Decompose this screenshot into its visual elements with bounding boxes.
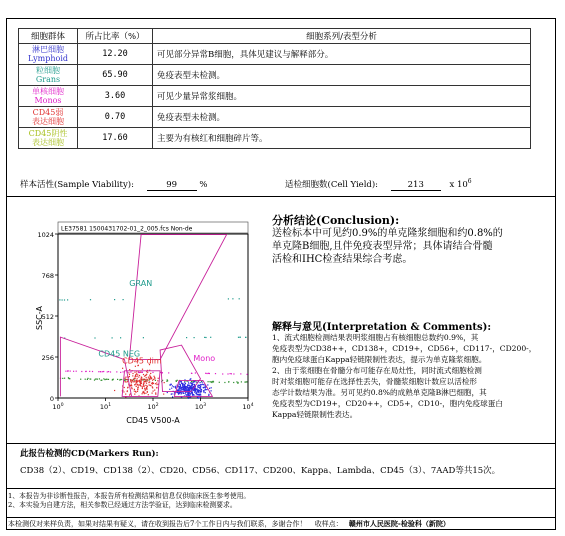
notes <box>8 492 250 510</box>
table-row <box>19 44 531 65</box>
y-tick-label: 256 <box>41 354 54 362</box>
y-axis-label: SSC-A <box>35 306 44 330</box>
percentage-value: 0.70 <box>78 107 153 128</box>
population-name: CD45阴性 <box>28 129 68 138</box>
percentage-value: 17.60 <box>78 128 153 149</box>
conclusion-line: 送检标本中可见约0.9%的单克隆浆细胞和约0.8%的 <box>272 228 503 239</box>
note-line: 1、本报告为非诊断性报告，本报告所有检测结果和信息仅供临床医生参考使用。 <box>8 492 251 500</box>
interpretation-line: 免疫表型为CD38++，CD138+，CD19+，CD56+，CD117-，CD200-， <box>272 344 537 353</box>
gate-label-gran: GRAN <box>129 278 153 288</box>
gate-label-ly: LY <box>191 388 200 398</box>
population-subname: 表达细胞 <box>32 138 64 147</box>
interpretation-title: 解释与意见(Interpretation & Comments): <box>272 322 492 333</box>
flow-plot-container <box>30 218 262 428</box>
section-divider <box>6 196 555 197</box>
interpretation-line: 1、流式细胞检测结果表明浆细胞占有核细胞总数约0.9%，其 <box>272 333 479 342</box>
conclusion-title: 分析结论(Conclusion): <box>272 214 400 227</box>
phenotype-description: 免疫表型未检测。 <box>153 65 531 86</box>
population-cell <box>19 44 78 65</box>
gate-label-cd45neg: CD45 NEG <box>98 349 141 359</box>
population-name: 粒细胞 <box>36 66 60 75</box>
population-cell <box>19 107 78 128</box>
markers-list: CD38（2）、CD19、CD138（2）、CD20、CD56、CD117、CD200、Kappa、Lambda、CD45（3）、7AAD等共15次。 <box>20 466 501 476</box>
footer-lab-name: 赣州市人民医院-检验科（新院） <box>348 519 450 528</box>
percentage-value: 65.90 <box>78 65 153 86</box>
population-name: 淋巴细胞 <box>32 45 64 54</box>
population-name: 单核细胞 <box>32 87 64 96</box>
footer-lab-label: 收样点： <box>314 520 343 528</box>
cell-yield-value: 213 <box>391 180 441 191</box>
viability-unit: % <box>199 180 208 190</box>
table-row <box>19 65 531 86</box>
x-tick-label: $10^3$ <box>194 403 207 411</box>
plot-area <box>58 234 248 398</box>
interpretation-line: 时对浆细胞可能存在选择性丢失，骨髓浆细胞计数应以活检形 <box>272 377 478 386</box>
note-line: 2、本实验为自建方法，相关参数已经通过方法学验证，达到临床检测要求。 <box>8 501 237 509</box>
conclusion-line: 活检和IHC检查结果综合考虑。 <box>272 254 413 265</box>
section-divider <box>6 443 555 444</box>
viability-value: 99 <box>147 180 197 191</box>
conclusion-body <box>272 227 552 266</box>
percentage-value: 3.60 <box>78 86 153 107</box>
x-tick-label: $10^2$ <box>147 403 159 411</box>
x-axis-label: CD45 V500-A <box>126 416 180 425</box>
gate-label-cd45dim: CD45 dim <box>122 356 162 366</box>
interpretation-line: 态学计数结果为准。另可见约0.8%的成熟单克隆B淋巴细胞，其 <box>272 388 487 397</box>
interpretation-line: 胞内免疫球蛋白Kappa轻链限制性表达，提示为单克隆浆细胞。 <box>272 355 487 364</box>
section-divider <box>6 517 555 518</box>
table-row <box>19 128 531 149</box>
phenotype-description: 免疫表型未检测。 <box>153 107 531 128</box>
phenotype-description: 可见部分异常B细胞，具体见建议与解释部分。 <box>153 44 531 65</box>
table-row <box>19 107 531 128</box>
plot-header: LE37581 1500431702-01_2_005.fcs Non-de <box>61 225 193 233</box>
footer-disclaimer: 本检测仅对来样负责，如果对结果有疑义，请在收到报告后7个工作日内与我们联系，多谢合作！ <box>8 520 307 528</box>
population-name: CD45弱 <box>32 108 64 117</box>
viability-label: 样本活性(Sample Viability): <box>20 180 134 190</box>
phenotype-description: 可见少量异常浆细胞。 <box>153 86 531 107</box>
y-tick-label: 768 <box>41 272 54 280</box>
cell-yield-line <box>285 178 472 191</box>
population-subname: Grans <box>35 75 61 84</box>
cell-yield-label: 适检细胞数(Cell Yield): <box>285 180 379 190</box>
y-tick-label: 1024 <box>37 231 54 239</box>
table-row <box>19 86 531 107</box>
phenotype-description: 主要为有核红和细胞碎片等。 <box>153 128 531 149</box>
cell-yield-exponent: 6 <box>467 178 472 186</box>
viability-line <box>20 178 207 191</box>
population-cell <box>19 86 78 107</box>
x-tick-label: $10^1$ <box>99 403 112 411</box>
population-subname: 表达细胞 <box>32 117 64 126</box>
x-tick-label: $10^4$ <box>242 403 254 411</box>
x-axis-ticks <box>52 398 253 411</box>
footer <box>8 519 450 529</box>
cell-population-table <box>18 28 531 149</box>
gate-label-mono: Mono <box>193 354 216 364</box>
population-cell <box>19 65 78 86</box>
interpretation-line: 2、由于浆细胞在骨髓分布可能存在局灶性，同时流式细胞检测 <box>272 366 482 375</box>
header-population: 细胞群体 <box>19 29 78 44</box>
y-tick-label: 0 <box>49 395 54 403</box>
header-percentage: 所占比率（%） <box>78 29 153 44</box>
percentage-value: 12.20 <box>78 44 153 65</box>
interpretation-body <box>272 332 554 420</box>
population-cell <box>19 128 78 149</box>
header-phenotype: 细胞系列/表型分析 <box>153 29 531 44</box>
table-header-row <box>19 29 531 44</box>
conclusion-line: 单克隆B细胞,且伴免疫表型异常；具体请结合骨髓 <box>272 241 493 252</box>
y-tick-label: 512 <box>41 313 54 321</box>
markers-title: 此报告检测的CD(Markers Run): <box>20 449 159 459</box>
section-divider <box>6 488 555 489</box>
population-subname: Lymphoid <box>27 54 69 63</box>
flow-cytometry-plot <box>30 218 262 428</box>
interpretation-line: Kappa轻链限制性表达。 <box>272 410 358 419</box>
x-tick-label: $10^0$ <box>52 403 64 411</box>
population-subname: Monos <box>34 96 62 105</box>
interpretation-line: 免疫表型为CD19+，CD20++，CD5+，CD10-，胞内免疫球蛋白 <box>272 399 503 408</box>
cell-yield-unit: x 10 <box>449 180 468 190</box>
